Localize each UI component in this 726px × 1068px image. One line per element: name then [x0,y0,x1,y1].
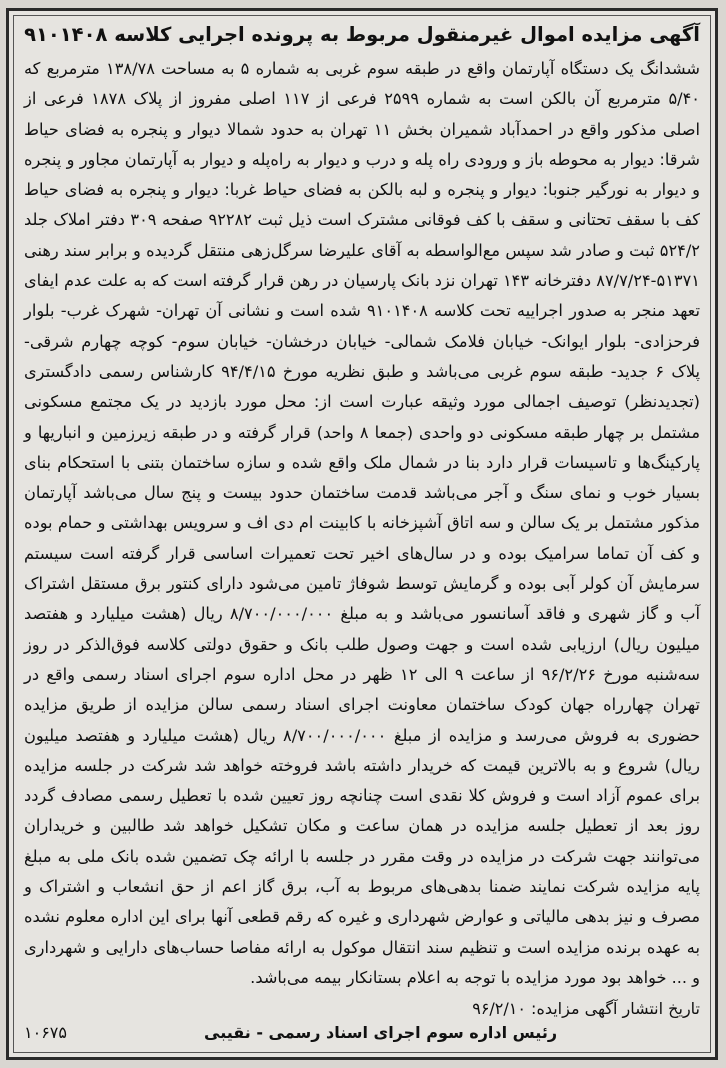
notice-inner-frame [13,15,711,1053]
notice-body: ششدانگ یک دستگاه آپارتمان واقع در طبقه سوم غربی به شماره ۵ به مساحت ۱۳۸/۷۸ مترمربع که ۵/۴۰ مترمربع آن بالکن است به شماره ۲۵۹۹ فرعی از ۱۱۷ اصلی مفروز از پلاک ۱۸۷۸ فرعی از اصلی مذکور واقع در احمدآباد شمیران بخش ۱۱ تهران به حدود شمالا دیوار و پنجره به فضای حیاط شرقا: دیوار به محوطه باز و ورودی راه پله و درب و دیوار به راه‌پله و دیوار به آپارتمان مجاور و پنجره و دیوار به نورگیر جنوبا: دیوار و پنجره و لبه بالکن به فضای حیاط غربا: دیوار و پنجره به فضای حیاط کف با سقف تحتانی و سقف با کف فوقانی مشترک است ذیل ثبت ۹۲۲۸۲ صفحه ۳۰۹ دفتر املاک جلد ۵۲۴/۲ ثبت و صادر شد سپس مع‌الواسطه به آقای علیرضا سرگل‌زهی منتقل گردیده و برابر سند رهنی ۵۱۳۷۱-۸۷/۷/۲۴ دفترخانه ۱۴۳ تهران نزد بانک پارسیان در رهن قرار گرفته است که به علت عدم ایفای تعهد منجر به صدور اجراییه تحت کلاسه ۹۱۰۱۴۰۸ شده است و نشانی آن تهران- شهرک غرب- بلوار فرحزادی- بلوار ایوانک- خیابان فلامک شمالی- خیابان درخشان- خیابان سوم- کوچه چهارم شرقی- پلاک ۶ جدید- طبقه سوم غربی می‌باشد و طبق نظریه مورخ ۹۴/۴/۱۵ کارشناس رسمی دادگستری (تجدیدنظر) توصیف اجمالی مورد وثیقه عبارت است از: محل مورد بازدید در یک مجتمع مسکونی مشتمل بر چهار طبقه مسکونی دو واحدی (جمعا ۸ واحد) قرار گرفته و در طبقه زیرزمین و انباریها و پارکینگ‌ها و تاسیسات قرار دارد بنا در شمال ملک واقع شده و سازه ساختمان بتنی با استحکام بنای بسیار خوب و نمای سنگ و آجر می‌باشد قدمت ساختمان حدود بیست و پنج سال می‌باشد آپارتمان مذکور مشتمل بر یک سالن و سه اتاق آشپزخانه با کابینت ام دی اف و سرویس بهداشتی و حمام بوده و کف آن تماما سرامیک بوده و در سال‌های اخیر تحت تعمیرات اساسی قرار گرفته است سیستم سرمایش آن کولر آبی بوده و گرمایش توسط شوفاژ تامین می‌شود دارای کنتور برق مستقل اشتراک آب و گاز شهری و فاقد آسانسور می‌باشد و به مبلغ ۸/۷۰۰/۰۰۰/۰۰۰ ریال (هشت میلیارد و هفتصد میلیون ریال) ارزیابی شده است و جهت وصول طلب بانک و حقوق دولتی کلاسه فوق‌الذکر در روز سه‌شنبه مورخ ۹۶/۲/۲۶ از ساعت ۹ الی ۱۲ ظهر در محل اداره سوم اجرای اسناد رسمی واقع در تهران چهارراه جهان کودک ساختمان معاونت اجرای اسناد رسمی سالن مزایده از طریق مزایده حضوری به فروش می‌رسد و مزایده از مبلغ ۸/۷۰۰/۰۰۰/۰۰۰ ریال (هشت میلیارد و هفتصد میلیون ریال) شروع و به بالاترین قیمت که خریدار داشته باشد فروخته خواهد شد شرکت در جلسه مزایده برای عموم آزاد است و فروش کلا نقدی است چنانچه روز تعیین شده با تعطیل رسمی مصادف گردد روز بعد از تعطیل جلسه مزایده در همان ساعت و مکان تشکیل خواهد شد طالبین و خریداران می‌توانند جهت شرکت در مزایده در وقت مقرر در جلسه با ارائه چک تضمین شده بانک ملی به مبلغ پایه مزایده شرکت نمایند ضمنا بدهی‌های مربوط به آب، برق گاز اعم از حق انشعاب و اشتراک و مصرف و نیز بدهی مالیاتی و عوارض شهرداری و غیره که رقم قطعی آنها برای این اداره معلوم نشده به عهده برنده مزایده است و تنظیم سند انتقال موکول به ارائه مفاصا حساب‌های دارایی و شهرداری و ... خواهد بود مورد مزایده با توجه به اعلام بستانکار بیمه می‌باشد. [24,59,701,987]
notice-footer [24,998,700,1044]
publish-date: تاریخ انتشار آگهی مزایده: ۹۶/۲/۱۰ [472,999,700,1018]
notice-code: ۱۰۶۷۵ [24,1023,67,1042]
signer: رئیس اداره سوم اجرای اسناد رسمی - نقیبی [204,1023,558,1042]
auction-notice [6,8,718,1060]
notice-title: آگهی مزایده اموال غیرمنقول مربوط به پرونده اجرایی کلاسه ۹۱۰۱۴۰۸ [24,23,700,46]
